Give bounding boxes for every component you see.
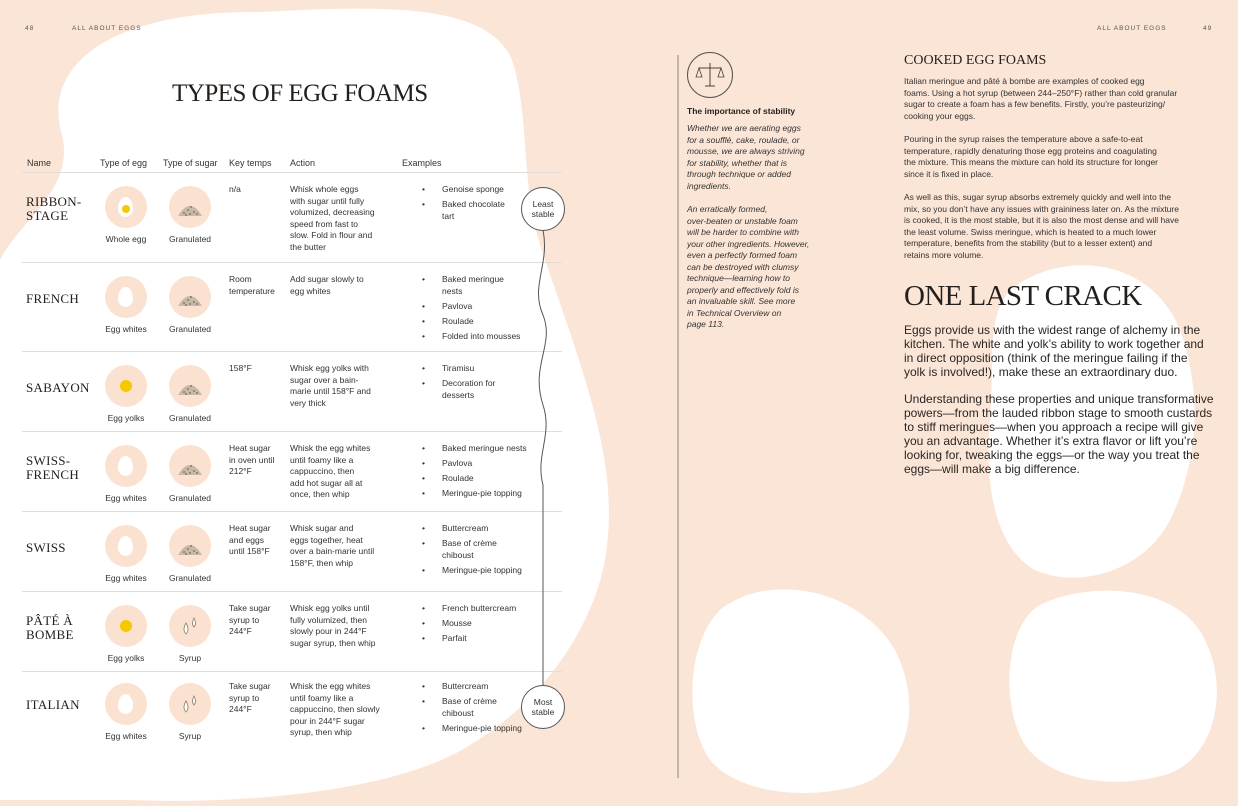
egg-type-label: Egg whites bbox=[105, 493, 147, 503]
sugar-type-label: Granulated bbox=[168, 413, 212, 423]
table-row bbox=[22, 431, 562, 512]
key-temps: Room temperature bbox=[229, 274, 275, 296]
scales-icon bbox=[687, 52, 733, 98]
sugar-type-label: Granulated bbox=[168, 493, 212, 503]
row-name: RIBBON- STAGE bbox=[26, 194, 82, 223]
list-item: • Buttercream bbox=[422, 523, 552, 535]
granulated-sugar-icon bbox=[169, 186, 211, 228]
key-temps: Take sugar syrup to 244°F bbox=[229, 681, 271, 714]
sidebar-paragraph-2: An erratically formed, over-beaten or unstable foam will be harder to combine with your other ingredients. However, even a perfectly formed foam can be destroyed with clumsy technique—learning how to properly and effectively fold is an invaluable skill. See more in Technical Overview on page 113. bbox=[687, 204, 810, 329]
action-text: Whisk whole eggs with sugar until fully volumized, decreasing speed from fast to slow. Fold in flour and the butter bbox=[290, 184, 375, 252]
list-item: • French buttercream bbox=[422, 603, 552, 615]
col-egg-header: Type of egg bbox=[100, 158, 148, 168]
sugar-type-label: Granulated bbox=[168, 573, 212, 583]
action-text: Whisk the egg whites until foamy like a cappuccino, then slowly pour in 244°F sugar syrup, then whip bbox=[290, 681, 380, 737]
key-temps: Take sugar syrup to 244°F bbox=[229, 603, 271, 636]
egg-type-label: Egg whites bbox=[105, 324, 147, 334]
running-head-left: ALL ABOUT EGGS bbox=[72, 25, 142, 32]
body-paragraph-3: As well as this, sugar syrup absorbs extremely quickly and well into the mix, so you don’t have any issues with graininess later on. As the mixture is cooked, it is the most stable, but it is also the most dense and will have the least volume. Swiss meringue, which is heated to a much lower temperature, benefits from the stability (but to a lesser extent) and retains more volume. bbox=[904, 192, 1179, 260]
syrup-drops-icon bbox=[169, 683, 211, 725]
row-name: ITALIAN bbox=[26, 697, 80, 712]
list-item: • Parfait bbox=[422, 633, 552, 645]
action-text: Whisk sugar and eggs together, heat over a bain-marie until 158°F, then whip bbox=[290, 523, 375, 568]
list-item: • Baked meringue nests bbox=[422, 274, 552, 297]
list-item: • Buttercream bbox=[422, 681, 552, 693]
list-item: • Meringue-pie topping bbox=[422, 723, 552, 735]
list-item: • Baked meringue nests bbox=[422, 443, 552, 455]
row-name: FRENCH bbox=[26, 291, 80, 306]
table-row bbox=[22, 591, 562, 672]
big-heading: ONE LAST CRACK bbox=[904, 280, 1142, 312]
big-paragraph-1: Eggs provide us with the widest range of alchemy in the kitchen. The white and yolk’s ability to work together and in direct opposition (think of the meringue failing if the yolk is involved!), make these an extraordinary duo. bbox=[904, 323, 1204, 379]
table-row bbox=[22, 671, 562, 752]
body-paragraph-1: Italian meringue and pâté à bombe are examples of cooked egg foams. Using a hot syrup (between 244–250°F) rather than cold granular sugar to create a foam has a few benefits. Firstly, you’re pasteurizing/ cooking your eggs. bbox=[904, 76, 1178, 121]
row-name: SWISS- FRENCH bbox=[26, 453, 80, 482]
list-item: • Base of crème chiboust bbox=[422, 696, 552, 719]
action-text: Whisk egg yolks with sugar over a bain- marie until 158°F and very thick bbox=[290, 363, 371, 408]
list-item: • Genoise sponge bbox=[422, 184, 552, 196]
page-title: TYPES OF EGG FOAMS bbox=[172, 80, 428, 107]
egg-type-label: Egg whites bbox=[105, 573, 147, 583]
big-paragraph-2: Understanding these properties and unique transformative powers—from the lauded ribbon stage to smooth custards to stiff meringues—when you approach a recipe will give you an advantage. Whether it’s extra flavor or lift you’re looking for, tweaking the eggs—or the way you treat the eggs—will make a big difference. bbox=[904, 392, 1214, 476]
table-row bbox=[22, 172, 562, 253]
sugar-type-label: Syrup bbox=[178, 653, 202, 663]
granulated-sugar-icon bbox=[169, 365, 211, 407]
col-examples-header: Examples bbox=[402, 158, 442, 168]
table-row bbox=[22, 351, 562, 432]
egg-yolk-icon bbox=[105, 605, 147, 647]
col-sugar-header: Type of sugar bbox=[163, 158, 218, 168]
row-name: PÂTÉ À BOMBE bbox=[26, 613, 74, 642]
least-stable-badge: Least stable bbox=[521, 187, 565, 231]
egg-white-icon bbox=[105, 525, 147, 567]
egg-white-icon bbox=[105, 683, 147, 725]
granulated-sugar-icon bbox=[169, 445, 211, 487]
list-item: • Pavlova bbox=[422, 458, 552, 470]
list-item: • Base of crème chiboust bbox=[422, 538, 552, 561]
granulated-sugar-icon bbox=[169, 525, 211, 567]
running-head-right: ALL ABOUT EGGS bbox=[1097, 25, 1167, 32]
egg-yolk-icon bbox=[105, 365, 147, 407]
egg-type-label: Egg yolks bbox=[107, 413, 145, 423]
table-row bbox=[22, 262, 562, 343]
granulated-sugar-icon bbox=[169, 276, 211, 318]
list-item: • Meringue-pie topping bbox=[422, 488, 552, 500]
sidebar-heading: The importance of stability bbox=[687, 106, 796, 116]
list-item: • Roulade bbox=[422, 473, 552, 485]
table-row bbox=[22, 511, 562, 592]
col-temps-header: Key temps bbox=[229, 158, 272, 168]
list-item: • Pavlova bbox=[422, 301, 552, 313]
whole-egg-icon bbox=[105, 186, 147, 228]
syrup-drops-icon bbox=[169, 605, 211, 647]
row-name: SWISS bbox=[26, 540, 66, 555]
list-item: • Baked chocolate tart bbox=[422, 199, 552, 222]
egg-type-label: Whole egg bbox=[105, 234, 147, 244]
sugar-type-label: Granulated bbox=[168, 324, 212, 334]
action-text: Whisk egg yolks until fully volumized, then slowly pour in 244°F sugar syrup, then whip bbox=[290, 603, 376, 648]
egg-white-icon bbox=[105, 445, 147, 487]
list-item: • Folded into mousses bbox=[422, 331, 552, 343]
egg-white-icon bbox=[105, 276, 147, 318]
right-white-blob-left bbox=[692, 589, 909, 793]
section-heading: COOKED EGG FOAMS bbox=[904, 53, 1047, 68]
list-item: • Meringue-pie topping bbox=[422, 565, 552, 577]
list-item: • Decoration for desserts bbox=[422, 378, 552, 401]
key-temps: Heat sugar and eggs until 158°F bbox=[229, 523, 271, 556]
list-item: • Roulade bbox=[422, 316, 552, 328]
col-action-header: Action bbox=[290, 158, 316, 168]
sugar-type-label: Granulated bbox=[168, 234, 212, 244]
page-number-right: 49 bbox=[1203, 25, 1213, 32]
egg-type-label: Egg yolks bbox=[107, 653, 145, 663]
sugar-type-label: Syrup bbox=[178, 731, 202, 741]
row-name: SABAYON bbox=[26, 380, 90, 395]
key-temps: 158°F bbox=[229, 363, 252, 373]
col-name-header: Name bbox=[27, 158, 52, 168]
most-stable-badge: Most stable bbox=[521, 685, 565, 729]
egg-type-label: Egg whites bbox=[105, 731, 147, 741]
key-temps: Heat sugar in oven until 212°F bbox=[229, 443, 275, 476]
key-temps: n/a bbox=[229, 184, 241, 194]
right-white-blob-right bbox=[1009, 591, 1217, 782]
list-item: • Mousse bbox=[422, 618, 552, 630]
stability-line bbox=[520, 205, 570, 725]
body-paragraph-2: Pouring in the syrup raises the temperature above a safe-to-eat temperature, rapidly denaturing those egg proteins and coagulating the mixture. This means the mixture can hold its structure for longer since it is fixed in place. bbox=[904, 134, 1159, 179]
page-number-left: 48 bbox=[25, 25, 35, 32]
action-text: Whisk the egg whites until foamy like a cappuccino, then add hot sugar all at once, then whip bbox=[290, 443, 371, 499]
sidebar-paragraph-1: Whether we are aerating eggs for a soufflé, cake, roulade, or mousse, we are always striving for stability, whether that is through technique or added ingredients. bbox=[687, 123, 805, 191]
list-item: • Tiramisu bbox=[422, 363, 552, 375]
action-text: Add sugar slowly to egg whites bbox=[290, 274, 364, 296]
